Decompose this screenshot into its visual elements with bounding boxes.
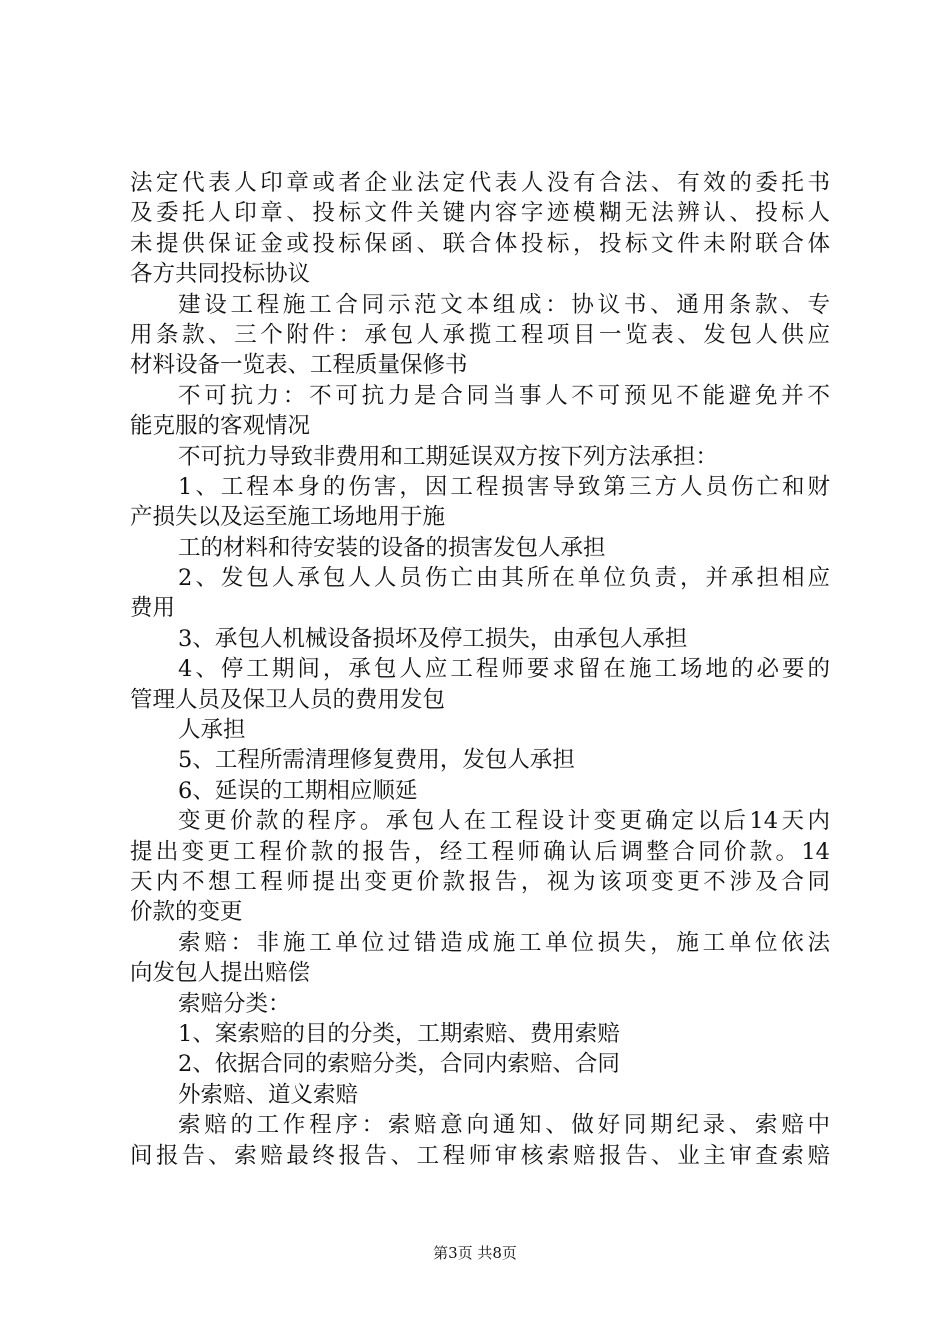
paragraph-line: 向发包人提出赔偿 xyxy=(130,960,311,987)
paragraph-line: 不可抗力导致非费用和工期延误双方按下列方法承担： xyxy=(178,443,719,470)
paragraph-line: 索赔的工作程序：索赔意向通知、做好同期纪录、索赔中 xyxy=(178,1112,830,1139)
paragraph-line: 2、依据合同的索赔分类，合同内索赔、合同 xyxy=(178,1051,620,1078)
paragraph-line: 建设工程施工合同示范文本组成：协议书、通用条款、专 xyxy=(178,291,830,318)
paragraph-line: 外索赔、道义索赔 xyxy=(178,1081,359,1108)
paragraph-line: 提出变更工程价款的报告，经工程师确认后调整合同价款。14 xyxy=(130,838,830,865)
paragraph-line: 材料设备一览表、工程质量保修书 xyxy=(130,352,468,379)
paragraph-line: 2、发包人承包人人员伤亡由其所在单位负责，并承担相应 xyxy=(178,565,830,592)
paragraph-line: 用条款、三个附件：承包人承揽工程项目一览表、发包人供应 xyxy=(130,321,830,348)
paragraph-line: 不可抗力：不可抗力是合同当事人不可预见不能避免并不 xyxy=(178,382,830,409)
paragraph-line: 人承担 xyxy=(178,717,246,744)
paragraph-line: 1、工程本身的伤害，因工程损害导致第三方人员伤亡和财 xyxy=(178,473,830,500)
paragraph-line: 变更价款的程序。承包人在工程设计变更确定以后14天内 xyxy=(178,808,830,835)
document-body xyxy=(130,168,830,1171)
paragraph-line: 索赔分类： xyxy=(178,990,291,1017)
paragraph-line: 工的材料和待安装的设备的损害发包人承担 xyxy=(178,534,606,561)
paragraph-line: 费用 xyxy=(130,595,176,622)
paragraph-line: 索赔：非施工单位过错造成施工单位损失，施工单位依法 xyxy=(178,929,830,956)
paragraph-line: 产损失以及运至施工场地用于施 xyxy=(130,504,446,531)
paragraph-line: 1、案索赔的目的分类，工期索赔、费用索赔 xyxy=(178,1020,620,1047)
paragraph-line: 未提供保证金或投标保函、联合体投标，投标文件未附联合体 xyxy=(130,230,830,257)
paragraph-line: 管理人员及保卫人员的费用发包 xyxy=(130,686,446,713)
paragraph-line: 3、承包人机械设备损坏及停工损失，由承包人承担 xyxy=(178,625,688,652)
paragraph-line: 天内不想工程师提出变更价款报告，视为该项变更不涉及合同 xyxy=(130,868,830,895)
paragraph-line: 各方共同投标协议 xyxy=(130,261,311,288)
paragraph-line: 及委托人印章、投标文件关键内容字迹模糊无法辨认、投标人 xyxy=(130,200,830,227)
paragraph-line: 法定代表人印章或者企业法定代表人没有合法、有效的委托书 xyxy=(130,170,830,196)
paragraph-line: 间报告、索赔最终报告、工程师审核索赔报告、业主审查索赔 xyxy=(130,1142,830,1169)
page-number-footer: 第3页 共8页 xyxy=(433,1244,517,1262)
paragraph-line: 能克服的客观情况 xyxy=(130,413,311,440)
paragraph-line: 6、延误的工期相应顺延 xyxy=(178,777,418,804)
paragraph-line: 4、停工期间，承包人应工程师要求留在施工场地的必要的 xyxy=(178,656,830,683)
paragraph-line: 价款的变更 xyxy=(130,899,243,926)
paragraph-line: 5、工程所需清理修复费用，发包人承担 xyxy=(178,747,575,774)
